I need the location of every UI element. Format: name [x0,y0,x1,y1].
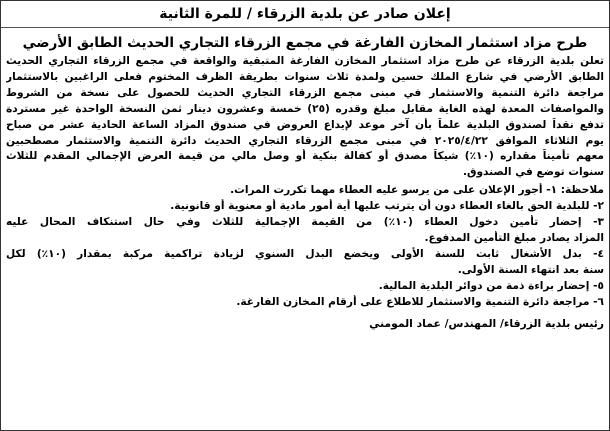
notice-header [1,1,609,28]
intro-line: تعلن بلدية الزرقاء عن طرح مزاد استثمار المخازن الفارغة المتبقية والواقعة في مجمع الزرقاء التجاري الحديث [6,55,604,67]
intro-line: معهم تأميناً مقداره (١٠٪) شيكاً مصدق أو كفالة بنكية أو وصل مالي من قيمة العرض الإجمالي المقدم للثلاث [6,150,604,163]
note-item: ٣- إحضار تأمين دخول العطاء (١٠٪) من القيمة الإجمالية للثلاث وفي حال استنكاف المحال عليه [6,216,604,229]
intro-line: مراجعة دائرة التنمية والاستثمار في مبنى مجمع الزرقاء التجاري الحديث للحصول على نسخة من الشروط [6,86,604,99]
notice-title: طرح مزاد استثمار المخازن الفارغة في مجمع الزرقاء التجاري الحديث الطابق الأرضي [22,35,588,51]
note-item: المزاد يصادر مبلغ التأمين المدفوع. [424,231,604,244]
note-item: ٢- للبلدية الحق بالغاء العطاء دون أن يترتب عليها أية أمور مادية أو معنوية أو قانونية. [170,200,604,213]
intro-line: والمواصفات المعدة لهذه الغاية مقابل مبلغ وقدره (٢٥) خمسة وعشرون دينار ثمن النسخة الواحدة غير مستردة [6,102,604,115]
note-item: ٥- إحضار براءة ذمة من دوائر البلدية المالية. [378,279,604,292]
note-item: ٦- مراجعة دائرة التنمية والاستثمار للاطلاع على أرقام المخازن الفارغة. [236,295,604,308]
intro-line: سنوات توضع في الصندوق. [462,166,604,179]
intro-line: يوم الثلاثاء الموافق ٢٠٢٥/٤/٢٢ في مبنى مجمع الزرقاء التجاري الحديث دائرة التنمية والاستثمار مصطحبين [6,134,604,147]
notice-body [1,54,609,331]
intro-line: تدفع نقداً لصندوق البلدية علماً بأن آخر موعد لإيداع العروض في صندوق المزاد الساعة الحادية عشر من صباح [6,118,604,131]
note-item: ٤- بدل الأشغال ثابت للسنة الأولى ويخضع البدل السنوي لزيادة تراكمية مركبة بمقدار (١٠٪) لكل [6,247,604,260]
intro-line: الطابق الأرضي في شارع الملك حسين ولمدة ثلاث سنوات بطريقة الظرف المختوم فعلى الراغبين بالاستثمار [6,70,604,83]
intro-paragraph [6,54,604,181]
note-item: سنة بعد انتهاء السنة الأولى. [457,263,604,276]
signature: رئيس بلدية الزرقاء/ المهندس/ عماد المومني [369,316,604,330]
note-item: ملاحظة: ١- أجور الإعلان على من يرسو عليه العطاء مهما تكررت المرات. [230,184,604,197]
notice-header-title: إعلان صادر عن بلدية الزرقاء / للمرة الثانية [159,6,451,22]
notes-list [6,183,604,310]
